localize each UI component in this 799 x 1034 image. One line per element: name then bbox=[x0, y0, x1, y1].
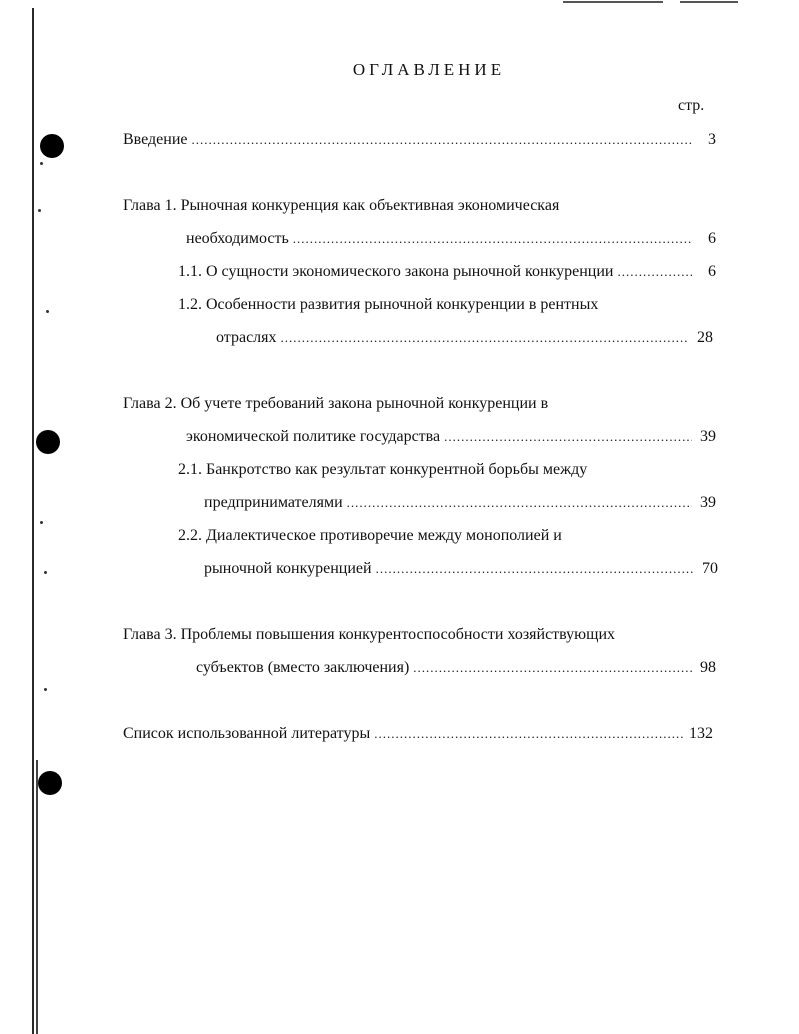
dot-leader bbox=[347, 493, 692, 513]
punch-hole bbox=[38, 771, 62, 795]
toc-chapter-2 bbox=[186, 427, 716, 447]
toc-entry-text: Список использованной литературы bbox=[123, 725, 371, 742]
scan-binding-edge bbox=[32, 8, 34, 1034]
dot-leader bbox=[617, 262, 692, 282]
toc-entry-text: рыночной конкуренцией bbox=[204, 560, 372, 577]
scan-speck bbox=[40, 521, 43, 524]
toc-page-number: 6 bbox=[708, 230, 716, 247]
toc-page-number: 28 bbox=[697, 329, 713, 346]
dot-leader bbox=[293, 229, 692, 249]
toc-chapter-3-heading: Глава 3. Проблемы повышения конкурентоспособности хозяйствующих bbox=[123, 626, 616, 643]
toc-entry-references bbox=[123, 724, 713, 744]
toc-entry-text: Введение bbox=[123, 131, 188, 148]
toc-page-number: 3 bbox=[708, 131, 716, 148]
toc-section-1-2-heading: 1.2. Особенности развития рыночной конкуренции в рентных bbox=[178, 296, 599, 313]
toc-page-number: 70 bbox=[702, 560, 718, 577]
toc-page-number: 39 bbox=[700, 494, 716, 511]
toc-entry-text: 1.1. О сущности экономического закона рыночной конкуренции bbox=[178, 263, 614, 280]
toc-entry-text: субъектов (вместо заключения) bbox=[196, 659, 410, 676]
toc-entry-intro bbox=[123, 130, 716, 150]
scan-speck bbox=[40, 162, 43, 165]
toc-page-number: 132 bbox=[689, 725, 713, 742]
dot-leader bbox=[376, 559, 694, 579]
toc-page-number: 39 bbox=[700, 428, 716, 445]
toc-page-number: 98 bbox=[700, 659, 716, 676]
toc-chapter-1 bbox=[186, 229, 716, 249]
dot-leader bbox=[281, 328, 689, 348]
dot-leader bbox=[192, 130, 693, 150]
punch-hole bbox=[36, 430, 60, 454]
dot-leader bbox=[374, 724, 685, 744]
dot-leader bbox=[444, 427, 692, 447]
scan-speck bbox=[44, 688, 47, 691]
toc-chapter-3 bbox=[196, 658, 716, 678]
toc-chapter-2-heading: Глава 2. Об учете требований закона рыночной конкуренции в bbox=[123, 395, 549, 412]
scan-speck bbox=[46, 310, 49, 313]
toc-section-2-1-heading: 2.1. Банкротство как результат конкурентной борьбы между bbox=[178, 461, 588, 478]
toc-entry-text: предпринимателями bbox=[204, 494, 343, 511]
page-column-label: стр. bbox=[678, 97, 705, 114]
punch-hole bbox=[40, 134, 64, 158]
toc-section-1-1 bbox=[178, 262, 716, 282]
document-title: ОГЛАВЛЕНИЕ bbox=[352, 60, 506, 79]
dot-leader bbox=[413, 658, 692, 678]
toc-page-number: 6 bbox=[708, 263, 716, 280]
toc-section-2-2 bbox=[204, 559, 718, 579]
toc-section-1-2 bbox=[216, 328, 713, 348]
toc-entry-text: отраслях bbox=[216, 329, 277, 346]
scan-binding-edge-lower bbox=[36, 760, 38, 1034]
scan-top-mark bbox=[563, 1, 663, 3]
toc-entry-text: экономической политике государства bbox=[186, 428, 441, 445]
toc-entry-text: необходимость bbox=[186, 230, 289, 247]
scan-top-mark bbox=[680, 1, 738, 3]
toc-section-2-2-heading: 2.2. Диалектическое противоречие между монополией и bbox=[178, 527, 562, 544]
toc-chapter-1-heading: Глава 1. Рыночная конкуренция как объективная экономическая bbox=[123, 197, 560, 214]
scan-speck bbox=[38, 209, 41, 212]
scan-speck bbox=[44, 571, 47, 574]
toc-section-2-1 bbox=[204, 493, 716, 513]
